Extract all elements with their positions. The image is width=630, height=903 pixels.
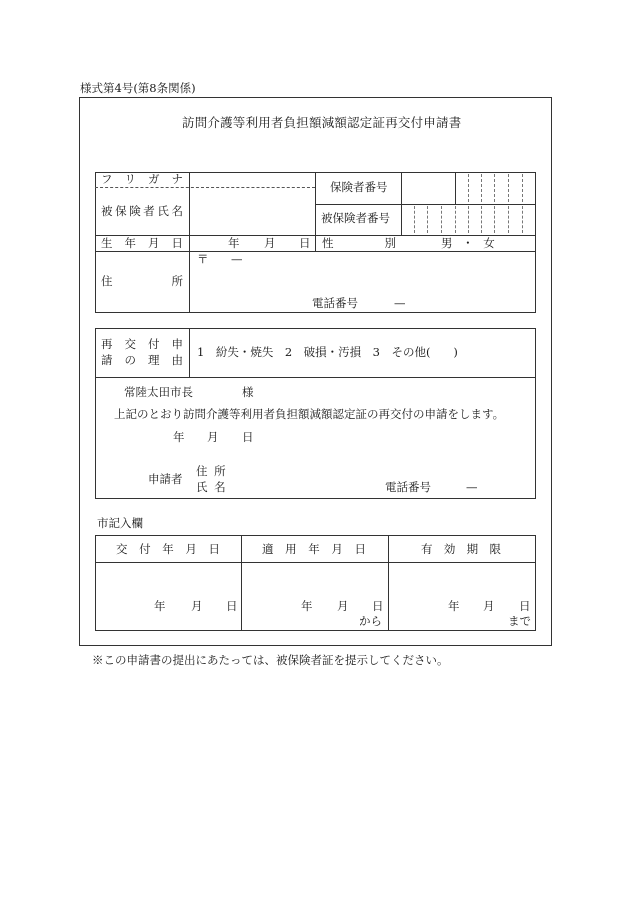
- gender-label: 性 別: [322, 236, 396, 250]
- reason-options[interactable]: 1 紛失・焼失 2 破損・汚損 3 その他( ): [197, 345, 458, 359]
- insured-name-label: 被 保 険 者 氏 名: [101, 204, 183, 218]
- insured-number-label: 被保険者番号: [321, 211, 390, 225]
- from-label: から: [359, 614, 382, 628]
- apply-date-header: 適 用 年 月 日: [262, 542, 366, 556]
- honorific: 様: [242, 385, 254, 399]
- birthdate-label: 生 年 月 日: [101, 236, 183, 250]
- footer-note: ※この申請書の提出にあたっては、被保険者証を提示してください。: [92, 653, 449, 667]
- reason-label-line2: 請 の 理 由: [101, 353, 183, 367]
- address-label: 住 所: [101, 274, 183, 288]
- addressee: 常陸太田市長: [124, 385, 193, 399]
- form-number: 様式第4号(第8条関係): [80, 81, 196, 95]
- reason-label-line1: 再 交 付 申: [101, 337, 183, 351]
- applicant-phone-label: 電話番号: [385, 480, 431, 494]
- furigana-label: フ リ ガ ナ: [101, 172, 183, 186]
- applicant-address-label: 住 所: [196, 464, 226, 478]
- insurer-number-label: 保険者番号: [330, 180, 388, 194]
- city-section-heading: 市記入欄: [97, 516, 143, 530]
- gender-options[interactable]: 男 ・ 女: [441, 236, 495, 250]
- issue-date-header: 交 付 年 月 日: [116, 542, 220, 556]
- form-title: 訪問介護等利用者負担額減額認定証再交付申請書: [182, 115, 462, 130]
- until-label: まで: [508, 614, 531, 628]
- applicant-name-label: 氏 名: [196, 480, 226, 494]
- declaration-statement: 上記のとおり訪問介護等利用者負担額減額認定証の再交付の申請をします。: [114, 407, 505, 421]
- postal-mark: 〒: [197, 252, 209, 266]
- phone-label: 電話番号: [312, 296, 358, 310]
- applicant-label: 申請者: [148, 472, 183, 486]
- validity-header: 有 効 期 限: [421, 542, 501, 556]
